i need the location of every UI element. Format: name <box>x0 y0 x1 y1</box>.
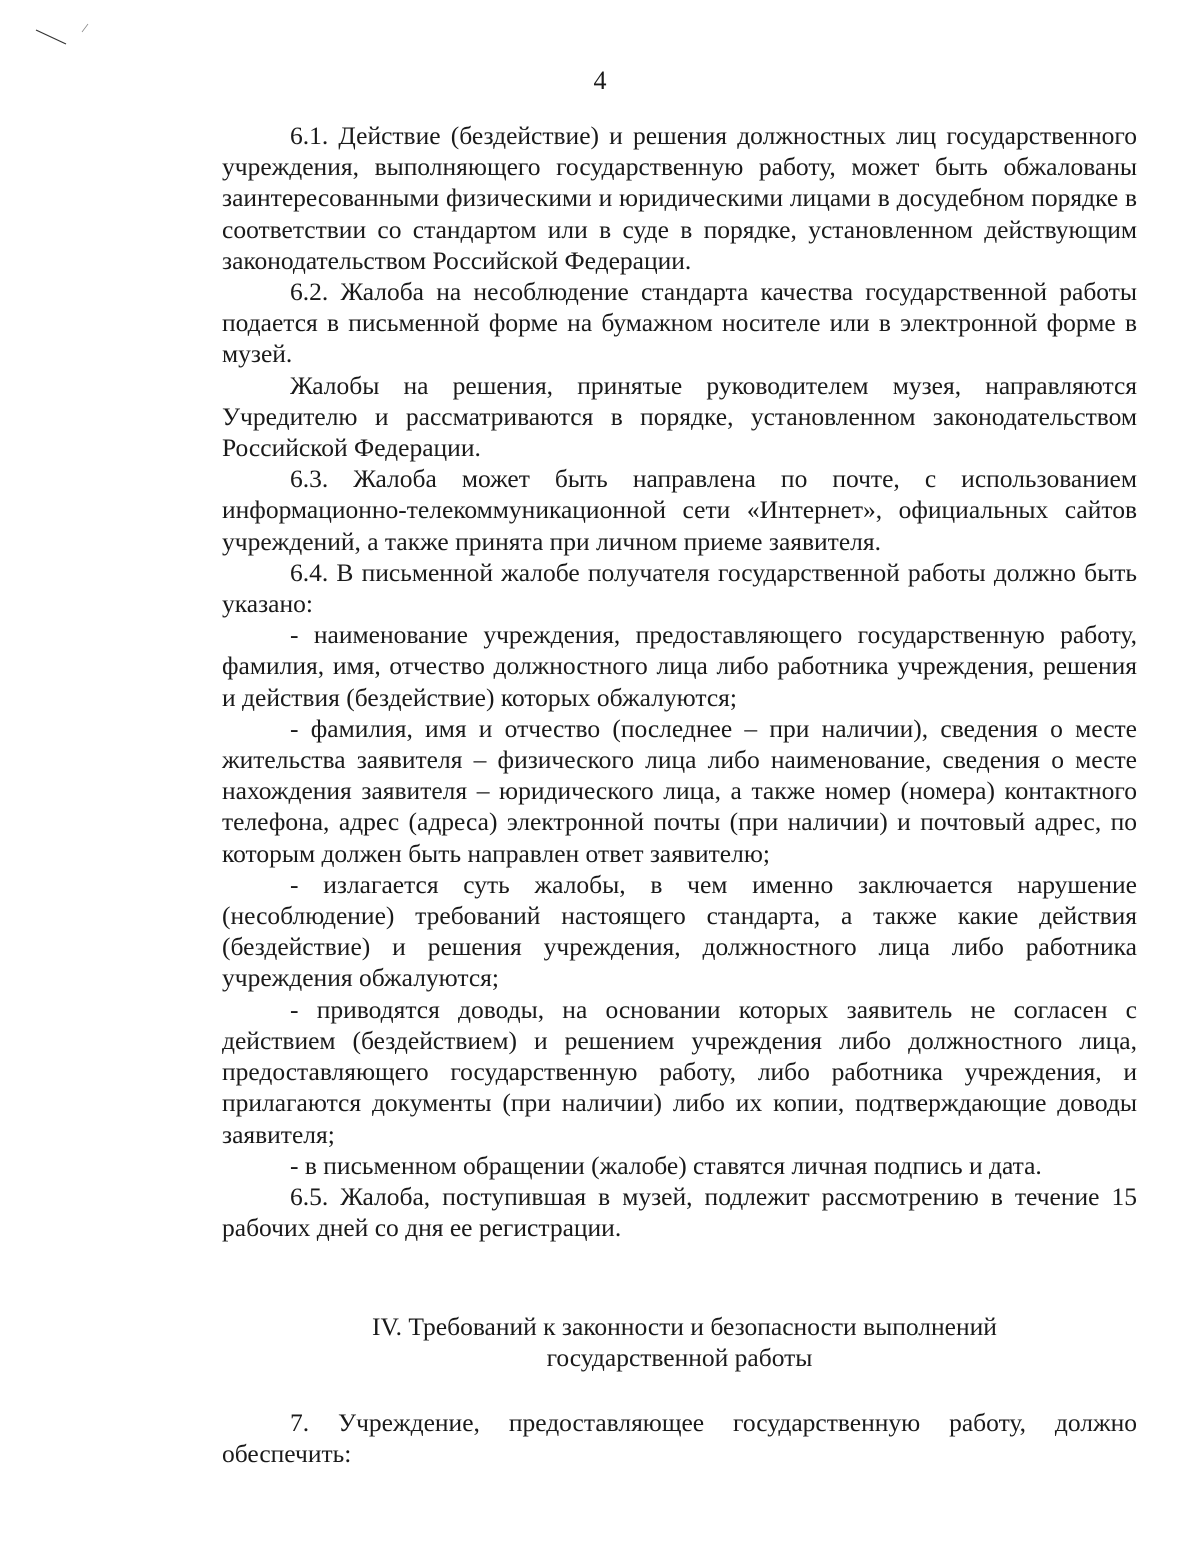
list-item-applicant-details: - фамилия, имя и отчество (последнее – при наличии), сведения о месте жительства заявителя – физического лица либо наименование, сведения о месте нахождения заявителя – юридического лица, а также номер (номера) контактного телефона, адрес (адреса) электронной почты (при наличии) и почтовый адрес, по которым должен быть направлен ответ заявителю; <box>222 713 1137 868</box>
paragraph-6-1: 6.1. Действие (бездействие) и решения должностных лиц государственного учреждения, выполняющего государственную работу, может быть обжалованы заинтересованными физическими и юридическими лицами в досудебном порядке в соответствии со стандартом или в суде в порядке, установленном действующим законодательством Российской Федерации. <box>222 121 1137 275</box>
paragraph-6-4: 6.4. В письменной жалобе получателя государственной работы должно быть указано: <box>222 557 1137 619</box>
page-number: 4 <box>593 66 607 95</box>
list-item-arguments: - приводятся доводы, на основании которых заявитель не согласен с действием (бездействием) и решением учреждения либо должностного лица, предоставляющего государственную работу, либо работника учреждения, и прилагаются документы (при наличии) либо их копии, подтверждающие доводы заявителя; <box>222 994 1137 1149</box>
paragraph-6-2: 6.2. Жалоба на несоблюдение стандарта качества государственной работы подается в письменной форме на бумажном носителе или в электронной форме в музей. <box>222 277 1137 369</box>
section-heading <box>222 1311 1137 1373</box>
section-heading-line-2: государственной работы <box>546 1343 813 1373</box>
clause-7-block <box>222 1407 1137 1469</box>
list-item-institution-name: - наименование учреждения, предоставляющего государственную работу, фамилия, имя, отчество должностного лица либо работника учреждения, решения и действия (бездействие) которых обжалуются; <box>222 620 1137 712</box>
paragraph-7: 7. Учреждение, предоставляющее государственную работу, должно обеспечить: <box>222 1408 1137 1469</box>
document-body <box>222 120 1137 1243</box>
paragraph-6-3: 6.3. Жалоба может быть направлена по почте, с использованием информационно-телекоммуникационной сети «Интернет», официальных сайтов учреждений, а также принята при личном приеме заявителя. <box>222 464 1137 556</box>
scan-artifact-mark <box>30 14 100 54</box>
list-item-complaint-essence: - излагается суть жалобы, в чем именно заключается нарушение (несоблюдение) требований настоящего стандарта, а также какие действия (бездействие) и решения учреждения, должностного лица либо работника учреждения обжалуются; <box>222 869 1137 993</box>
list-item-signature: - в письменном обращении (жалобе) ставятся личная подпись и дата. <box>290 1150 1042 1180</box>
paragraph-complaints-director: Жалобы на решения, принятые руководителем музея, направляются Учредителю и рассматриваются в порядке, установленном законодательством Российской Федерации. <box>222 370 1137 463</box>
paragraph-6-5: 6.5. Жалоба, поступившая в музей, подлежит рассмотрению в течение 15 рабочих дней со дня ее регистрации. <box>222 1181 1137 1243</box>
section-heading-line-1: IV. Требований к законности и безопасности выполнений <box>372 1312 997 1341</box>
